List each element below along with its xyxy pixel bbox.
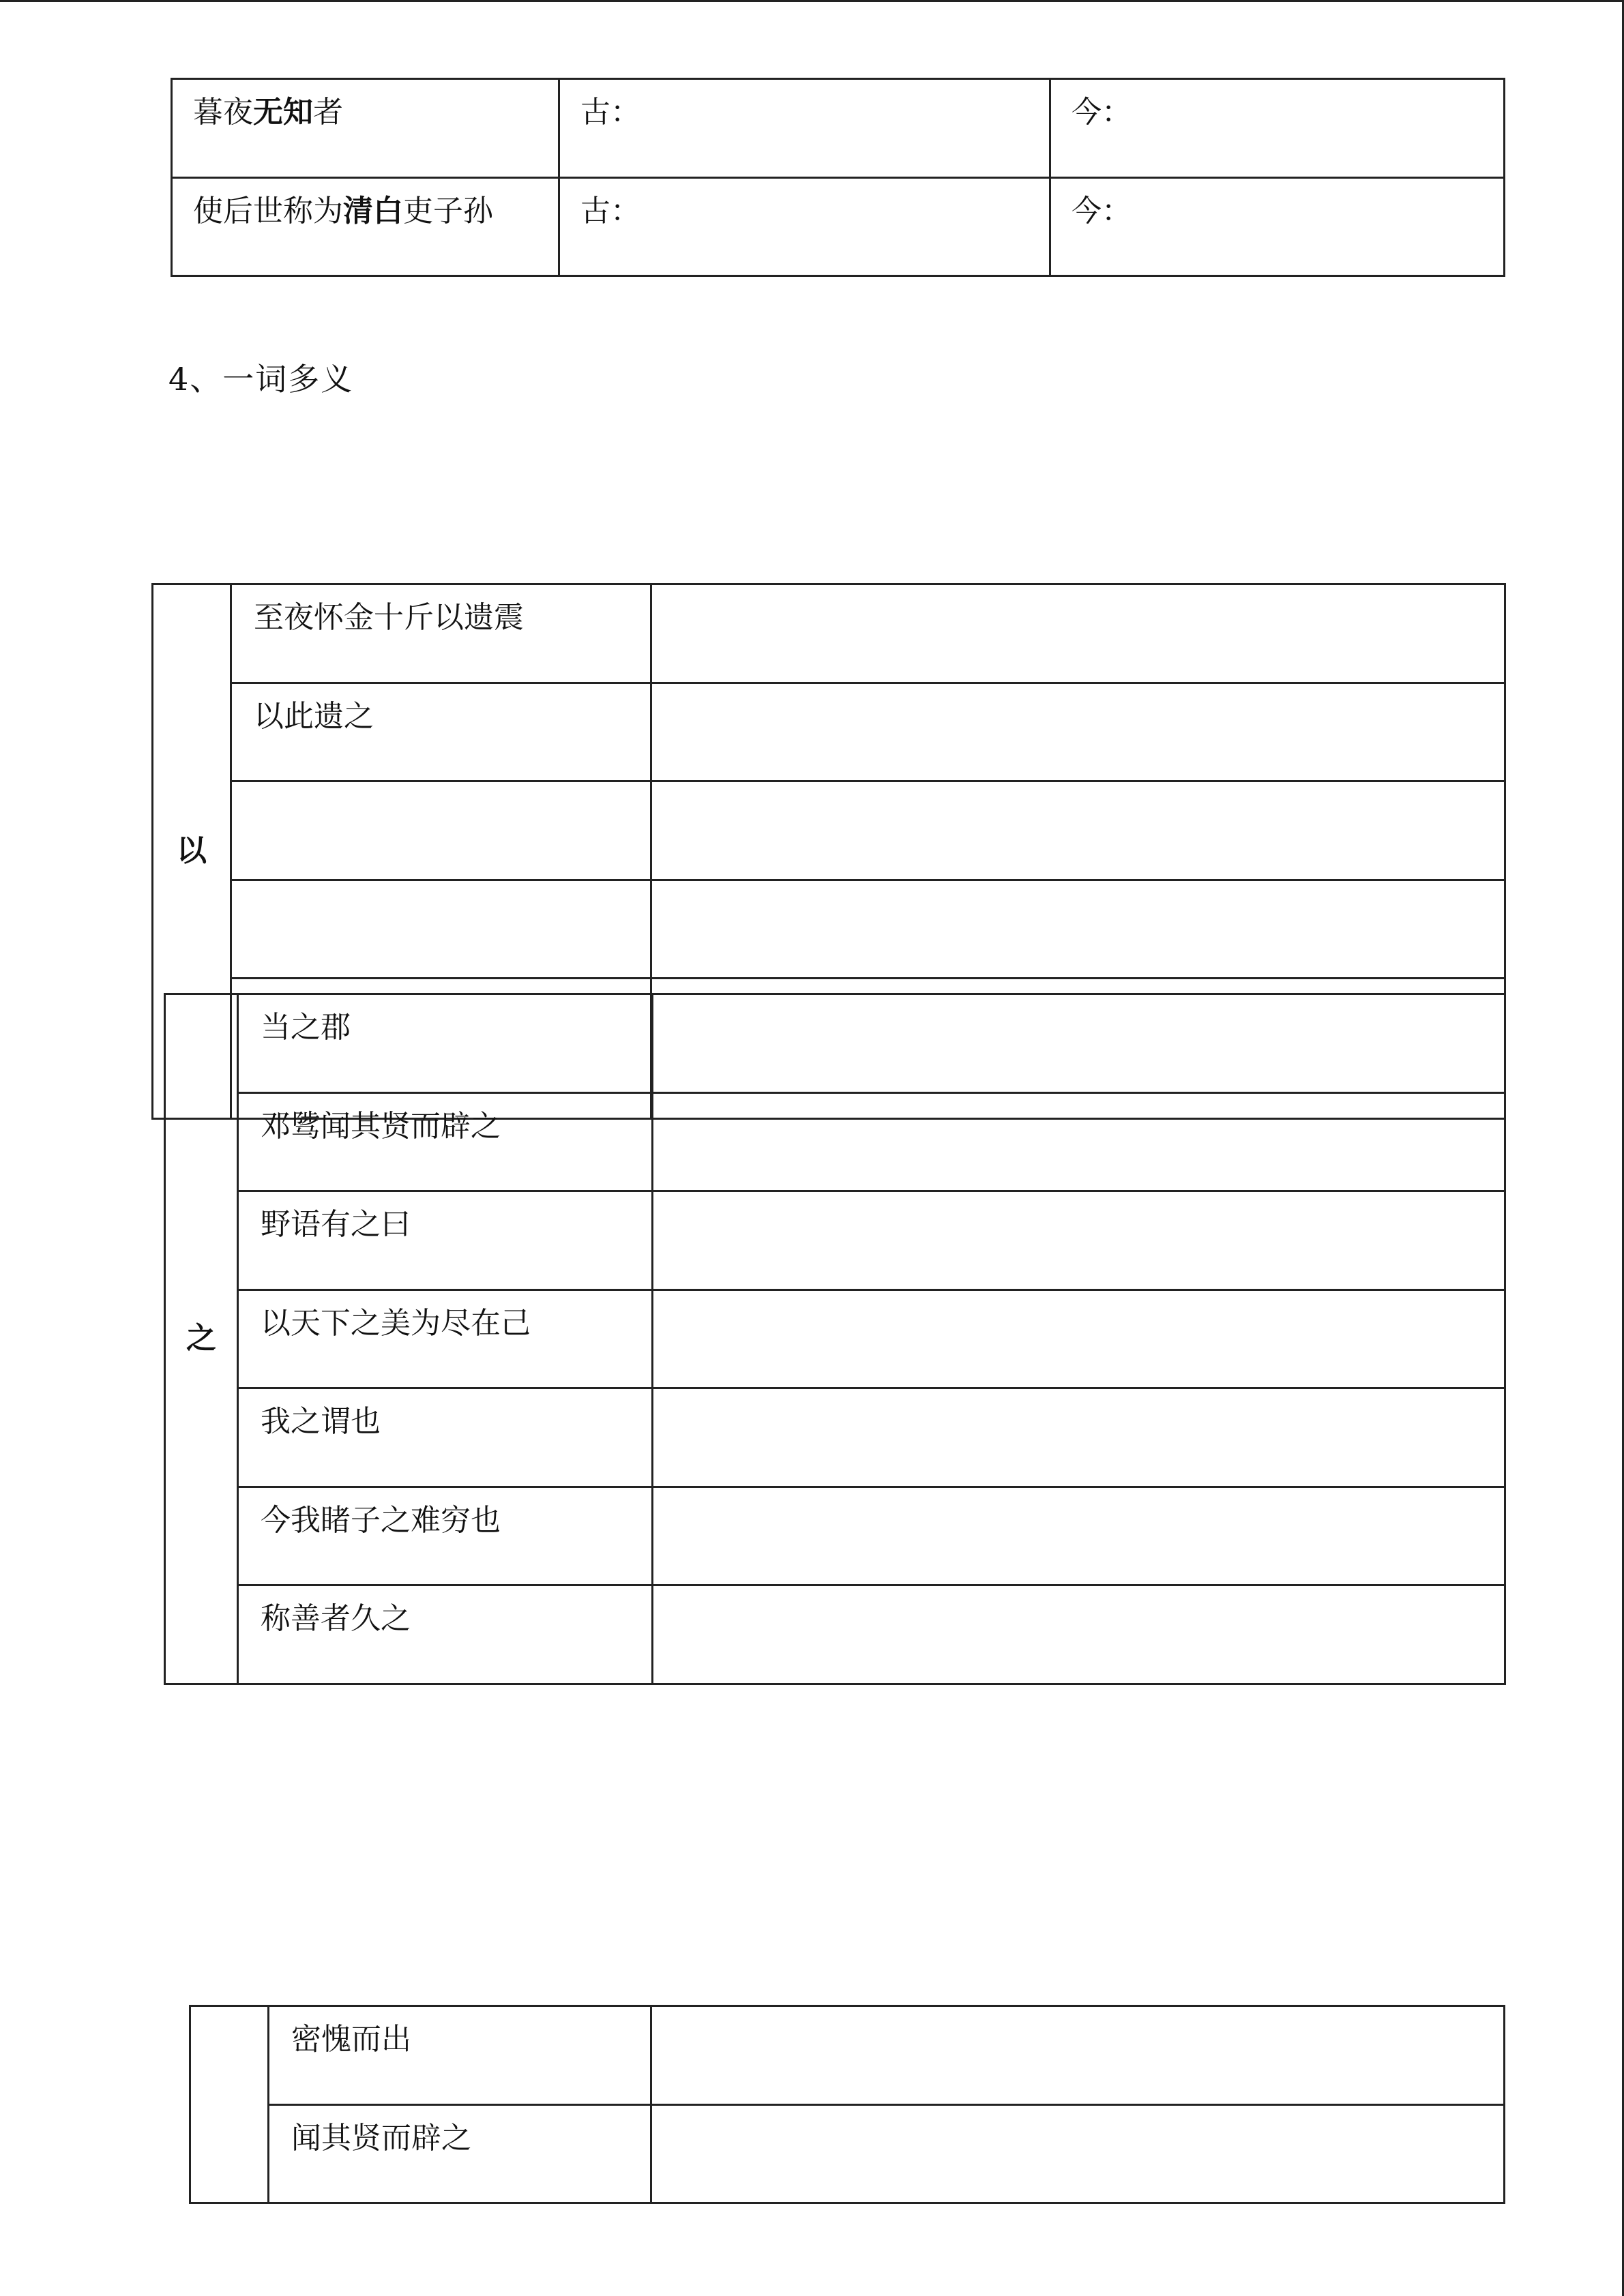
example-cell: 以天下之美为尽在己: [238, 1290, 653, 1388]
table-row: [172, 79, 1505, 178]
phrase-text: 使后世称为: [193, 194, 343, 228]
jin-cell[interactable]: [1050, 79, 1505, 178]
meaning-cell[interactable]: [651, 2105, 1505, 2203]
meaning-cell[interactable]: [651, 683, 1505, 781]
phrase-cell: [172, 79, 559, 178]
example-cell: 邓骘闻其贤而辟之: [238, 1093, 653, 1191]
phrase-cell: [172, 178, 559, 276]
gu-label: 古：: [580, 95, 640, 130]
table-row: [165, 1585, 1505, 1684]
meaning-cell[interactable]: [653, 994, 1505, 1093]
example-cell: 今我睹子之难穷也: [238, 1487, 653, 1585]
example-cell[interactable]: [231, 880, 651, 979]
example-cell[interactable]: [231, 781, 651, 880]
gu-cell[interactable]: [559, 178, 1050, 276]
word-cell: 之: [165, 994, 238, 1684]
table-row: [153, 584, 1505, 683]
example-cell: 以此遗之: [231, 683, 651, 781]
meaning-cell[interactable]: [651, 781, 1505, 880]
gujin-table: [171, 78, 1505, 277]
table-row: [190, 2105, 1505, 2203]
table-row: [165, 1388, 1505, 1487]
meaning-cell[interactable]: [653, 1093, 1505, 1191]
meaning-cell[interactable]: [653, 1585, 1505, 1684]
key-word: 无知: [253, 95, 313, 130]
table-row: [172, 178, 1505, 276]
gu-label: 古：: [580, 194, 640, 228]
example-cell: 当之郡: [238, 994, 653, 1093]
table-row: [153, 683, 1505, 781]
meaning-cell[interactable]: [653, 1388, 1505, 1487]
example-cell: 称善者久之: [238, 1585, 653, 1684]
key-word: 清白: [343, 194, 403, 228]
word-cell[interactable]: [190, 2006, 269, 2203]
table-row: [165, 1093, 1505, 1191]
example-cell: 我之谓也: [238, 1388, 653, 1487]
table-row: [190, 2006, 1505, 2105]
phrase-text: 吏子孙: [403, 194, 493, 228]
table-row: [153, 880, 1505, 979]
example-cell: 野语有之曰: [238, 1191, 653, 1290]
word-cell: 以: [153, 584, 231, 1119]
jin-cell[interactable]: [1050, 178, 1505, 276]
page-top-border: [0, 0, 1624, 2]
jin-label: 今：: [1072, 95, 1132, 130]
gu-cell[interactable]: [559, 79, 1050, 178]
table-row: [165, 1191, 1505, 1290]
meaning-cell[interactable]: [653, 1191, 1505, 1290]
section-heading: 4、一词多义: [168, 361, 354, 398]
table-row: [165, 994, 1505, 1093]
word-table-bottom: [189, 2005, 1505, 2204]
meaning-cell[interactable]: [651, 2006, 1505, 2105]
meaning-cell[interactable]: [653, 1487, 1505, 1585]
word-table-zhi: [164, 993, 1506, 1685]
jin-label: 今：: [1072, 194, 1132, 228]
phrase-text: 者: [313, 95, 343, 130]
example-cell: 密愧而出: [269, 2006, 651, 2105]
example-cell: 至夜怀金十斤以遗震: [231, 584, 651, 683]
meaning-cell[interactable]: [651, 584, 1505, 683]
table-row: [153, 781, 1505, 880]
meaning-cell[interactable]: [653, 1290, 1505, 1388]
table-row: [165, 1290, 1505, 1388]
example-cell: 闻其贤而辟之: [269, 2105, 651, 2203]
meaning-cell[interactable]: [651, 880, 1505, 979]
table-row: [165, 1487, 1505, 1585]
phrase-text: 暮夜: [193, 95, 253, 130]
